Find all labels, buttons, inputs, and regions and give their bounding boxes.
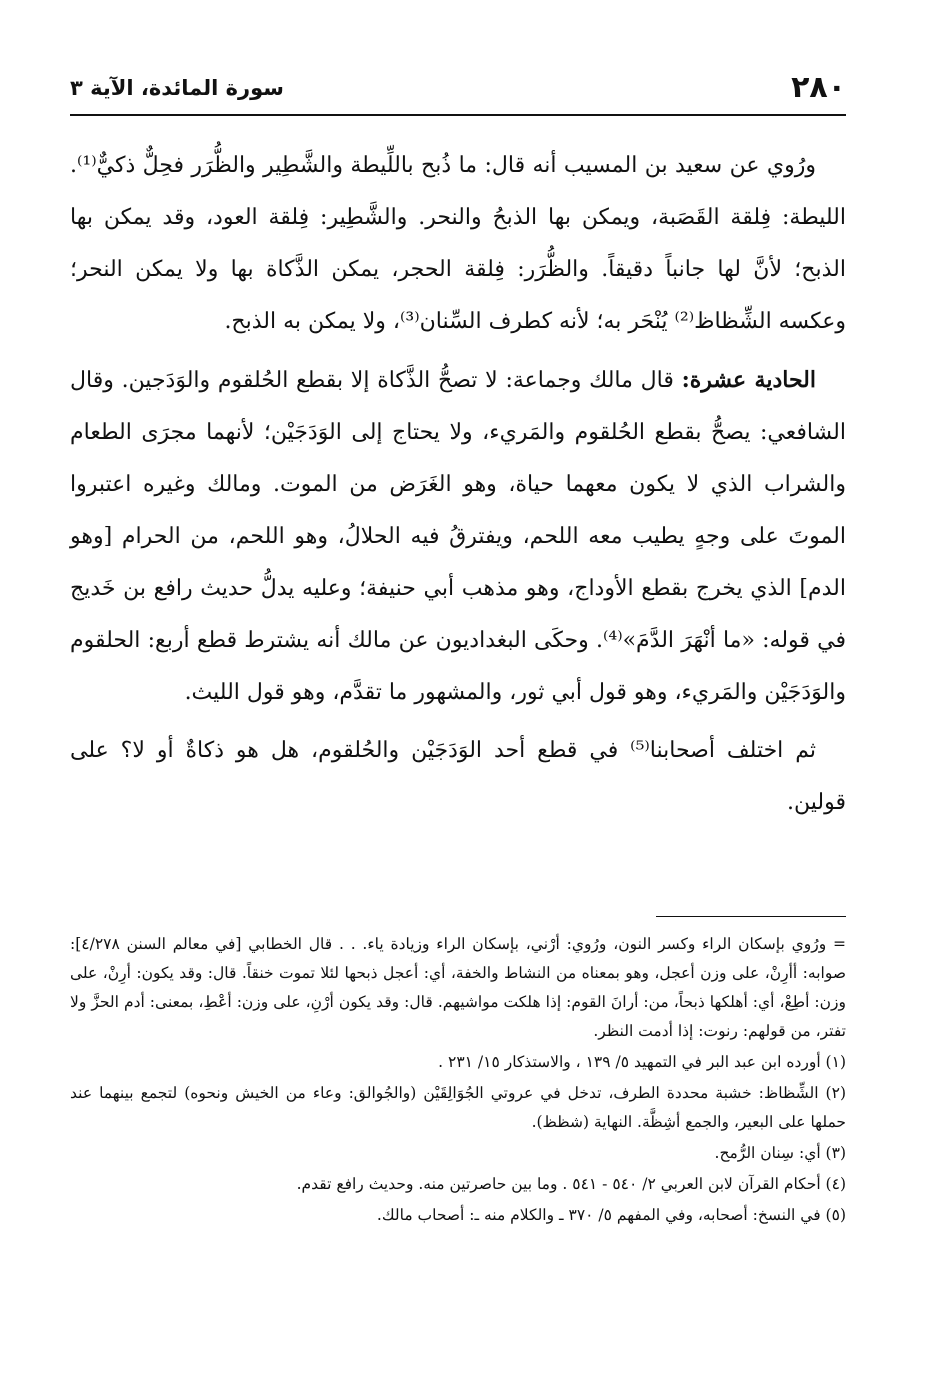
paragraph-2-text: قال مالك وجماعة: لا تصحُّ الذَّكاة إلا بقطع الحُلقوم والوَدَجين. وقال الشافعي: يصحُّ بقطع الحُلقوم والمَريء، ولا يحتاج إلى الوَدَجَيْن؛ لأنهما مجرَى الطعام والشراب الذي لا يكون معهما حياة، وهو الغَرَض من الموت. ومالك وغيره اعتبروا الموتَ على وجهٍ يطيب معه اللحم، ويفترقُ فيه الحلالُ، وهو اللحم، من الحرام [وهو الدم] الذي يخرج بقطع الأوداج، وهو مذهب أبي حنيفة؛ وعليه يدلُّ حديث رافع بن خَديج في قوله: «ما أنْهَرَ الدَّمَ»⁽⁴⁾. وحكَى البغداديون عن مالك أنه يشترط قطع أربع: الحلقوم والوَدَجَيْن والمَريء، وهو قول أبي ثور، والمشهور ما تقدَّم، وهو قول الليث.: [70, 368, 846, 705]
section-lead: الحادية عشرة:: [681, 367, 816, 393]
footnote-2: (٢) الشِّظاظ: خشبة محددة الطرف، تدخل في عروتي الجُوَالِقَيْن (والجُوالق: وعاء من الخيش ونحوه) لتجمع بينهما عند حملها على البعير، والجمع أشِظَّة. النهاية (شظظ).: [70, 1084, 846, 1131]
running-title: سورة المائدة، الآية ٣: [70, 76, 284, 100]
footnote-5: (٥) في النسخ: أصحابه، وفي المفهم ٥/ ٣٧٠ ـ والكلام منه ـ: أصحاب مالك.: [376, 1206, 846, 1224]
paragraph-2: [70, 354, 846, 719]
footnotes: [70, 930, 846, 1232]
footnote-1: (١) أورده ابن عبد البر في التمهيد ٥/ ١٣٩ ، والاستذكار ١٥/ ٢٣١ .: [438, 1053, 846, 1071]
paragraph-3: ثم اختلف أصحابنا⁽⁵⁾ في قطع أحد الوَدَجَيْن والحُلقوم، هل هو ذكاةٌ أو لا؟ على قولين.: [70, 738, 846, 815]
main-text: [70, 140, 846, 835]
footnote-continuation: = ورُوي بإسكان الراء وكسر النون، ورُوي: أرْني، بإسكان الراء وزيادة ياء. . . قال الخطابي [في معالم السنن ٤/٢٧٨]: صوابه: أأرِنْ، على وزن أعجل، وهو بمعناه من النشاط والخفة، أي: أعجل ذبحها لئلا تموت خنقاً. قال: وقد يكون: أرِنْ، على وزن: أطِعْ، أي: أهلكها ذبحاً، من: أرانَ القوم: إذا هلكت مواشيهم. قال: وقد يكون أرْنِ، على وزن: أعْطِ، بمعنى: أدم الحزَّ ولا تفتر، من قولهم: رنوت: إذا أدمت النظر.: [70, 935, 846, 1040]
page-number: ٢٨٠: [791, 70, 846, 105]
paragraph-1: ورُوي عن سعيد بن المسيب أنه قال: ما ذُبح باللِّيطة والشَّطِير والظُّرَر فحِلٌّ ذكيٌّ⁽¹⁾. الليطة: فِلقة القَصَبة، ويمكن بها الذبحُ والنحر. والشَّطِير: فِلقة العود، وقد يمكن بها الذبح؛ لأنَّ لها جانباً دقيقاً. والظُّرَر: فِلقة الحجر، يمكن الذَّكاة بها ولا يمكن النحر؛ وعكسه الشِّظاظ⁽²⁾ يُنْحَر به؛ لأنه كطرف السِّنان⁽³⁾، ولا يمكن به الذبح.: [70, 153, 846, 334]
header-rule: [70, 114, 846, 116]
footnote-3: (٣) أي: سِنان الرُّمح.: [714, 1144, 846, 1162]
book-page: [70, 70, 846, 1224]
footnote-separator: [656, 916, 846, 917]
footnote-4: (٤) أحكام القرآن لابن العربي ٢/ ٥٤٠ - ٥٤١ . وما بين حاصرتين منه. وحديث رافع تقدم.: [296, 1175, 846, 1193]
page-header: [70, 70, 846, 114]
